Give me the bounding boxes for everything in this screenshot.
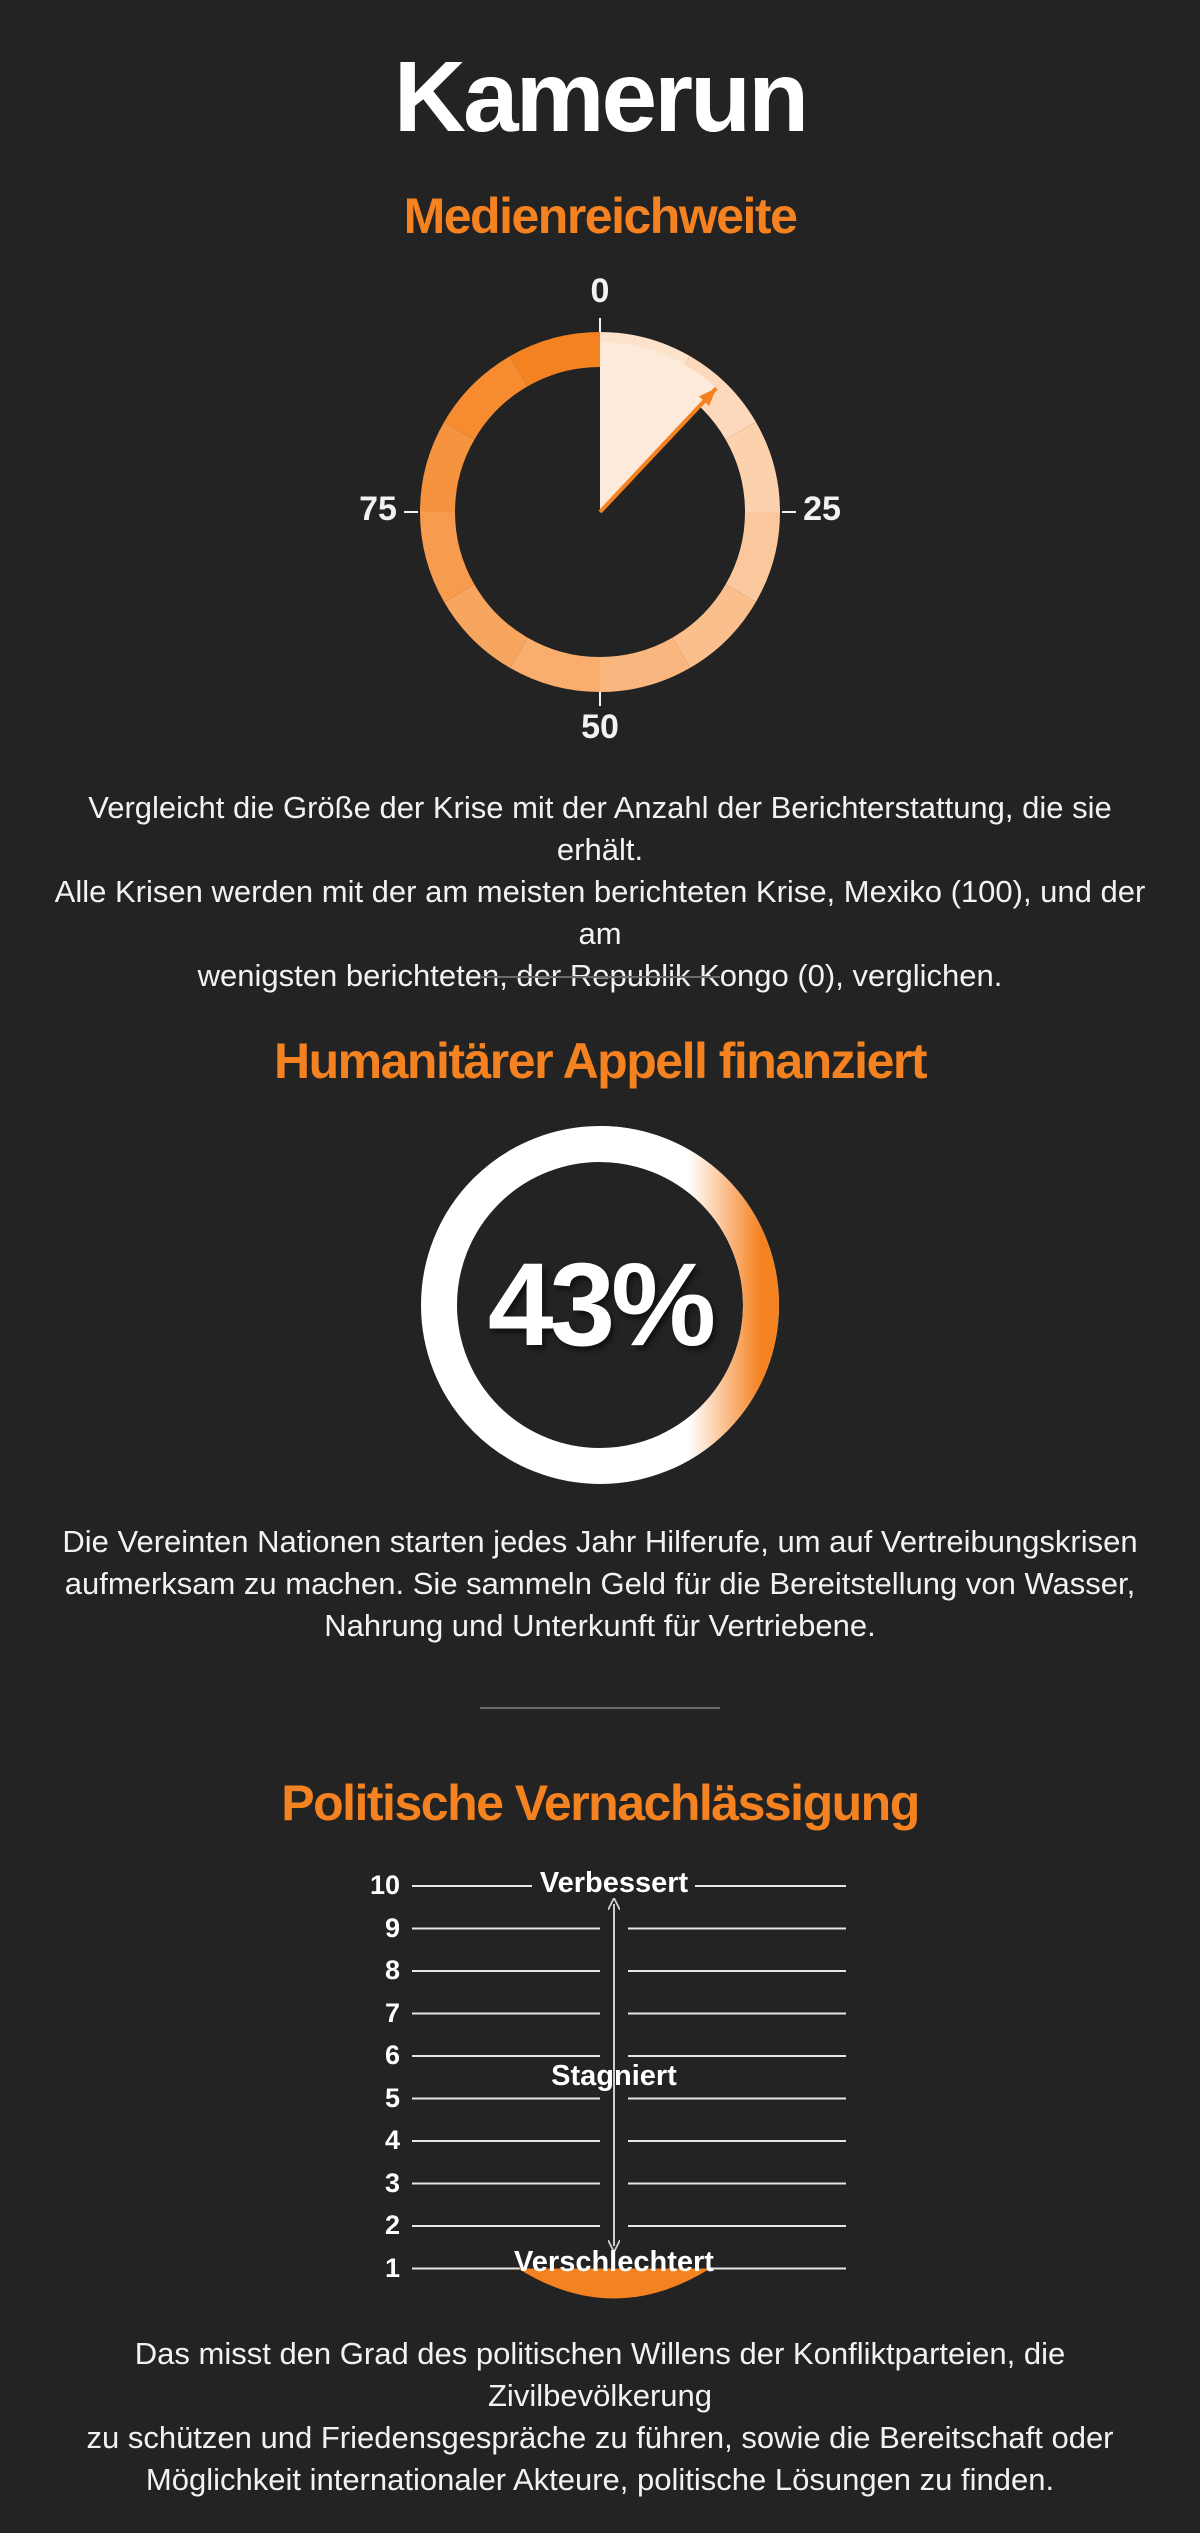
description-line: wenigsten berichteten, der Republik Kongo (0), verglichen.	[197, 958, 1003, 993]
scale-number: 1	[384, 2252, 400, 2283]
page-title: Kamerun	[393, 41, 807, 153]
media-tick-75: 75	[359, 490, 397, 528]
description-line: Alle Krisen werden mit der am meisten berichteten Krise, Mexiko (100), und der am	[54, 874, 1146, 951]
scale-label-improved: Verbessert	[539, 1867, 689, 1899]
description-line: Möglichkeit internationaler Akteure, politische Lösungen zu finden.	[145, 2462, 1055, 2497]
scale-number: 3	[384, 2167, 400, 2198]
scale-number: 4	[384, 2125, 400, 2155]
political-neglect-description	[50, 2333, 1150, 2501]
description-line: Vergleicht die Größe der Krise mit der Anzahl der Berichterstattung, die sie erhält.	[88, 790, 1112, 867]
scale-number: 9	[384, 1912, 400, 1943]
scale-label-stagnant: Stagniert	[551, 2060, 677, 2092]
political-neglect-title: Politische Vernachlässigung	[281, 1775, 919, 1831]
scale-number: 8	[384, 1955, 400, 1985]
description-line: Das misst den Grad des politischen Willens der Konfliktparteien, die Zivilbevölkerung	[134, 2336, 1066, 2413]
media-tick-25: 25	[803, 490, 841, 528]
description-line: Die Vereinten Nationen starten jedes Jahr Hilferufe, um auf Vertreibungskrisen	[62, 1524, 1138, 1559]
description-line: aufmerksam zu machen. Sie sammeln Geld für die Bereitstellung von Wasser,	[64, 1566, 1136, 1601]
scale-number: 10	[369, 1870, 400, 1900]
scale-number: 6	[384, 2040, 400, 2070]
media-tick-0: 0	[590, 272, 610, 310]
media-reach-title: Medienreichweite	[403, 188, 797, 244]
scale-label-worsened: Verschlechtert	[514, 2246, 714, 2278]
description-line: zu schützen und Friedensgespräche zu führen, sowie die Bereitschaft oder	[86, 2420, 1114, 2455]
scale-number: 7	[384, 1997, 400, 2028]
scale-number: 5	[384, 2082, 400, 2113]
appeal-funded-title: Humanitärer Appell finanziert	[274, 1033, 926, 1089]
scale-number: 2	[384, 2210, 400, 2240]
appeal-funded-percent: 43%	[487, 1239, 713, 1371]
media-tick-50: 50	[581, 708, 619, 746]
description-line: Nahrung und Unterkunft für Vertriebene.	[324, 1608, 876, 1643]
